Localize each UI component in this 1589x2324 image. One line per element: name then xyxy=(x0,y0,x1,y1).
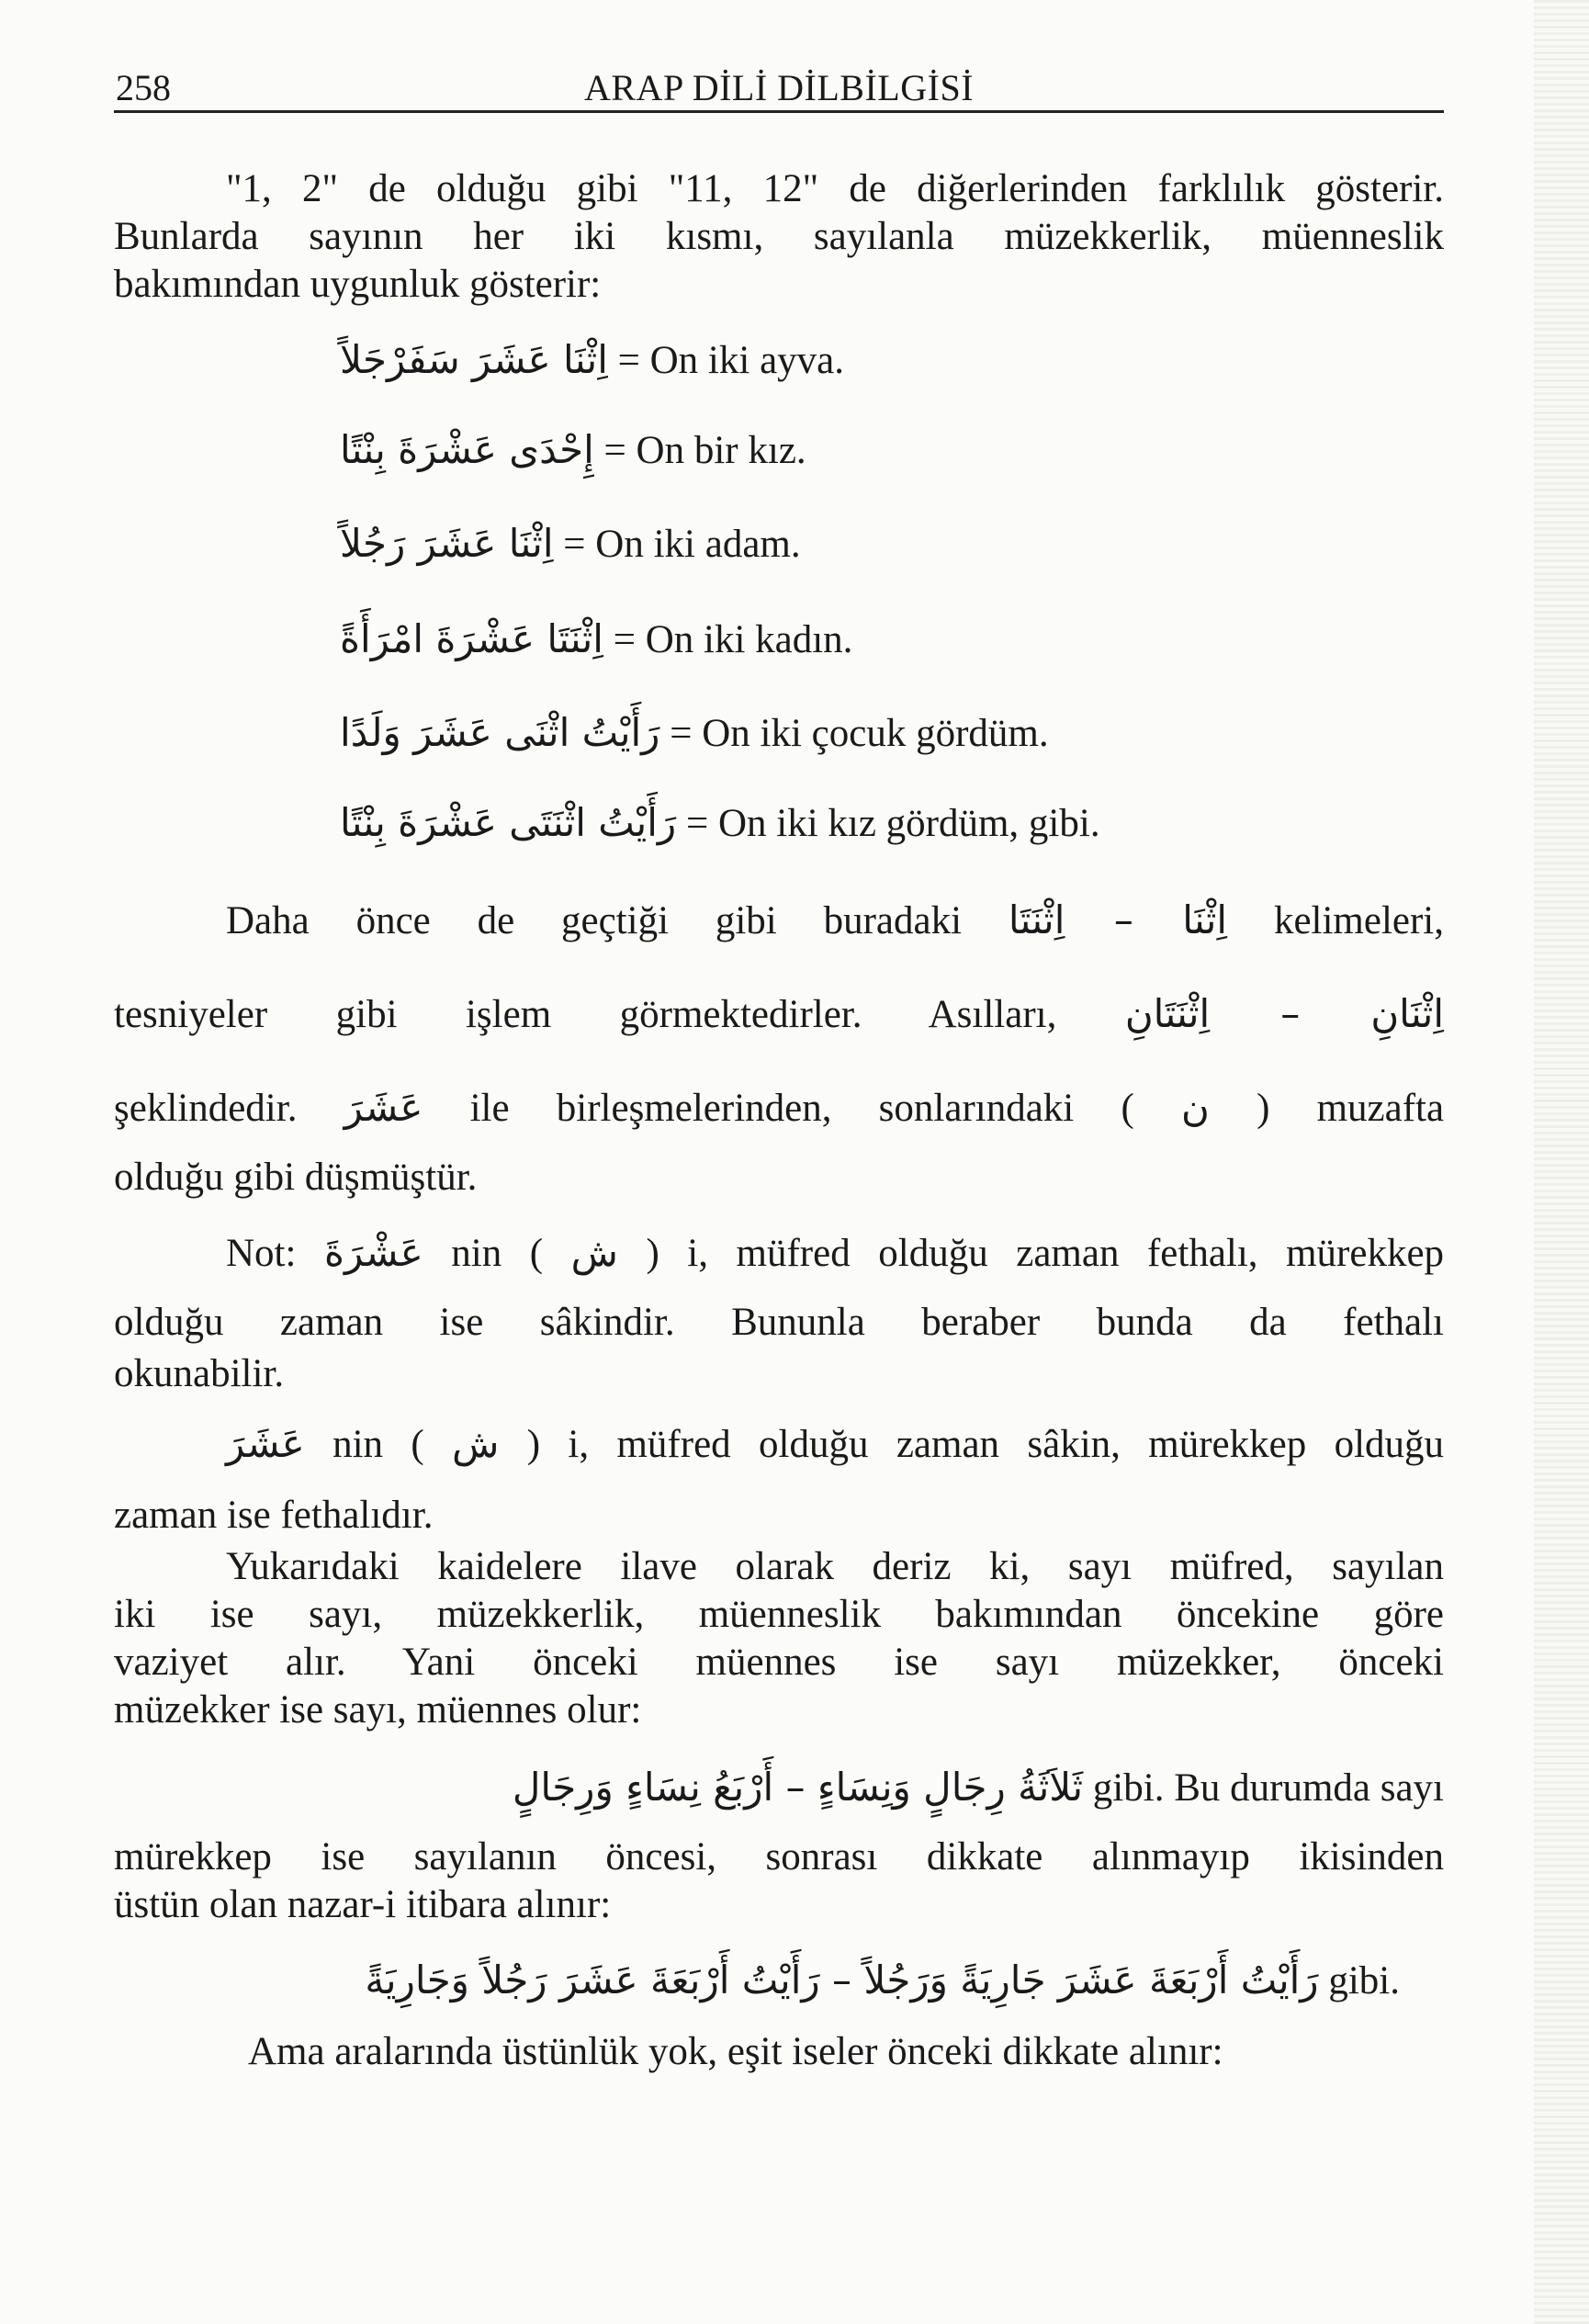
paragraph-line: "1, 2" de olduğu gibi "11, 12" de diğerlerinden farklılık gösterir. xyxy=(226,167,1444,210)
example-line xyxy=(340,795,1100,852)
text-run: tesniyeler gibi işlem görmektedirler. Asılları, xyxy=(114,993,1057,1036)
paragraph-line: Bunlarda sayının her iki kısmı, sayılanla müzekkerlik, müenneslik xyxy=(114,215,1444,258)
page-number: 258 xyxy=(116,67,171,108)
paragraph-line: bakımından uygunluk gösterir: xyxy=(114,263,602,306)
paragraph-line xyxy=(114,897,1444,945)
paragraph-line xyxy=(114,1084,1444,1133)
translation: = On iki kız gördüm, gibi. xyxy=(685,802,1100,845)
text-run: kelimeleri, xyxy=(1273,899,1444,942)
text-run: ) i, müfred olduğu zaman fethalı, mürekkep xyxy=(646,1232,1445,1275)
paragraph-line: olduğu zaman ise sâkindir. Bununla beraber bunda da fethalı xyxy=(114,1301,1444,1344)
text-run: ) muzafta xyxy=(1257,1087,1445,1130)
paragraph-line: vaziyet alır. Yani önceki müennes ise sayı müzekker, önceki xyxy=(114,1641,1444,1684)
translation: = On bir kız. xyxy=(603,429,806,472)
example-line xyxy=(340,423,806,479)
text-run: Not: xyxy=(226,1232,297,1275)
translation: = On iki adam. xyxy=(563,523,801,566)
paragraph-line xyxy=(114,1957,1444,2005)
example-line xyxy=(340,333,844,389)
arabic-phrase: عَشَرَ xyxy=(226,1421,305,1466)
example-line xyxy=(340,516,801,572)
arabic-phrase: رَأَيْتُ اثْنَتَى عَشْرَةَ بِنْتًا xyxy=(340,800,677,845)
arabic-phrase: عَشَرَ xyxy=(344,1085,423,1130)
scan-edge-texture xyxy=(1534,0,1589,2324)
translation: = On iki kadın. xyxy=(613,618,853,661)
text-run: gibi. xyxy=(1328,1959,1400,2002)
paragraph-line: okunabilir. xyxy=(114,1352,285,1395)
paragraph-line: Yukarıdaki kaidelere ilave olarak deriz ki, sayı müfred, sayılan xyxy=(226,1545,1444,1588)
arabic-phrase: اِثْنَا عَشَرَ رَجُلاً xyxy=(340,521,554,566)
arabic-phrase: اِثْنَا عَشَرَ سَفَرْجَلاً xyxy=(340,337,608,382)
text-run: nin ( xyxy=(451,1232,544,1275)
arabic-phrase: ثَلاَثَةُ رِجَالٍ وَنِسَاءٍ – أَرْبَعُ نِسَاءٍ وَرِجَالٍ xyxy=(512,1765,1084,1810)
example-line xyxy=(340,612,852,668)
arabic-phrase: رَأَيْتُ اثْنَى عَشَرَ وَلَدًا xyxy=(340,710,660,755)
text-run: nin ( xyxy=(332,1423,424,1466)
running-title: ARAP DİLİ DİLBİLGİSİ xyxy=(583,67,975,108)
paragraph-line xyxy=(114,1764,1444,1812)
page-header xyxy=(114,62,1444,113)
text-run: Daha önce de geçtiği gibi buradaki xyxy=(226,899,963,942)
text-run: ile birleşmelerinden, sonlarındaki ( xyxy=(469,1087,1134,1130)
paragraph-line: üstün olan nazar-i itibara alınır: xyxy=(114,1883,612,1926)
text-run: ) i, müfred olduğu zaman sâkin, mürekkep olduğu xyxy=(526,1423,1445,1466)
paragraph-line: zaman ise fethalıdır. xyxy=(114,1494,434,1537)
example-line xyxy=(340,705,1049,762)
paragraph-line: iki ise sayı, müzekkerlik, müenneslik bakımından öncekine göre xyxy=(114,1593,1444,1636)
text-run: gibi. Bu durumda sayı xyxy=(1092,1766,1444,1810)
text-run: şeklindedir. xyxy=(114,1087,298,1130)
paragraph-line xyxy=(114,1229,1444,1278)
arabic-phrase: عَشْرَةَ xyxy=(324,1230,423,1275)
arabic-letter: ش xyxy=(452,1421,500,1466)
arabic-letter: ش xyxy=(570,1230,618,1275)
paragraph-line: müzekker ise sayı, müennes olur: xyxy=(114,1688,642,1732)
paragraph-line xyxy=(114,990,1444,1039)
paragraph-line: olduğu gibi düşmüştür. xyxy=(114,1156,478,1199)
arabic-phrase: رَأَيْتُ أَرْبَعَةَ عَشَرَ جَارِيَةً وَرَجُلاً – رَأَيْتُ أَرْبَعَةَ عَشَرَ رَجُلاً وَجَارِيَةً xyxy=(365,1957,1319,2002)
arabic-letter: ن xyxy=(1181,1085,1210,1130)
translation: = On iki çocuk gördüm. xyxy=(670,712,1049,755)
paragraph-line xyxy=(114,1420,1444,1469)
arabic-phrase: اِثْنَتَا عَشْرَةَ امْرَأَةً xyxy=(340,616,603,661)
paragraph-line: mürekkep ise sayılanın öncesi, sonrası dikkate alınmayıp ikisinden xyxy=(114,1835,1444,1878)
arabic-phrase: اِثْنَا – اِثْنَتَا xyxy=(1008,897,1228,942)
paragraph-line: Ama aralarında üstünlük yok, eşit iseler önceki dikkate alınır: xyxy=(248,2030,1223,2073)
arabic-phrase: اِثْنَانِ – اِثْنَتَانِ xyxy=(1124,991,1444,1036)
arabic-phrase: إِحْدَى عَشْرَةَ بِنْتًا xyxy=(340,427,594,472)
translation: = On iki ayva. xyxy=(617,339,844,382)
